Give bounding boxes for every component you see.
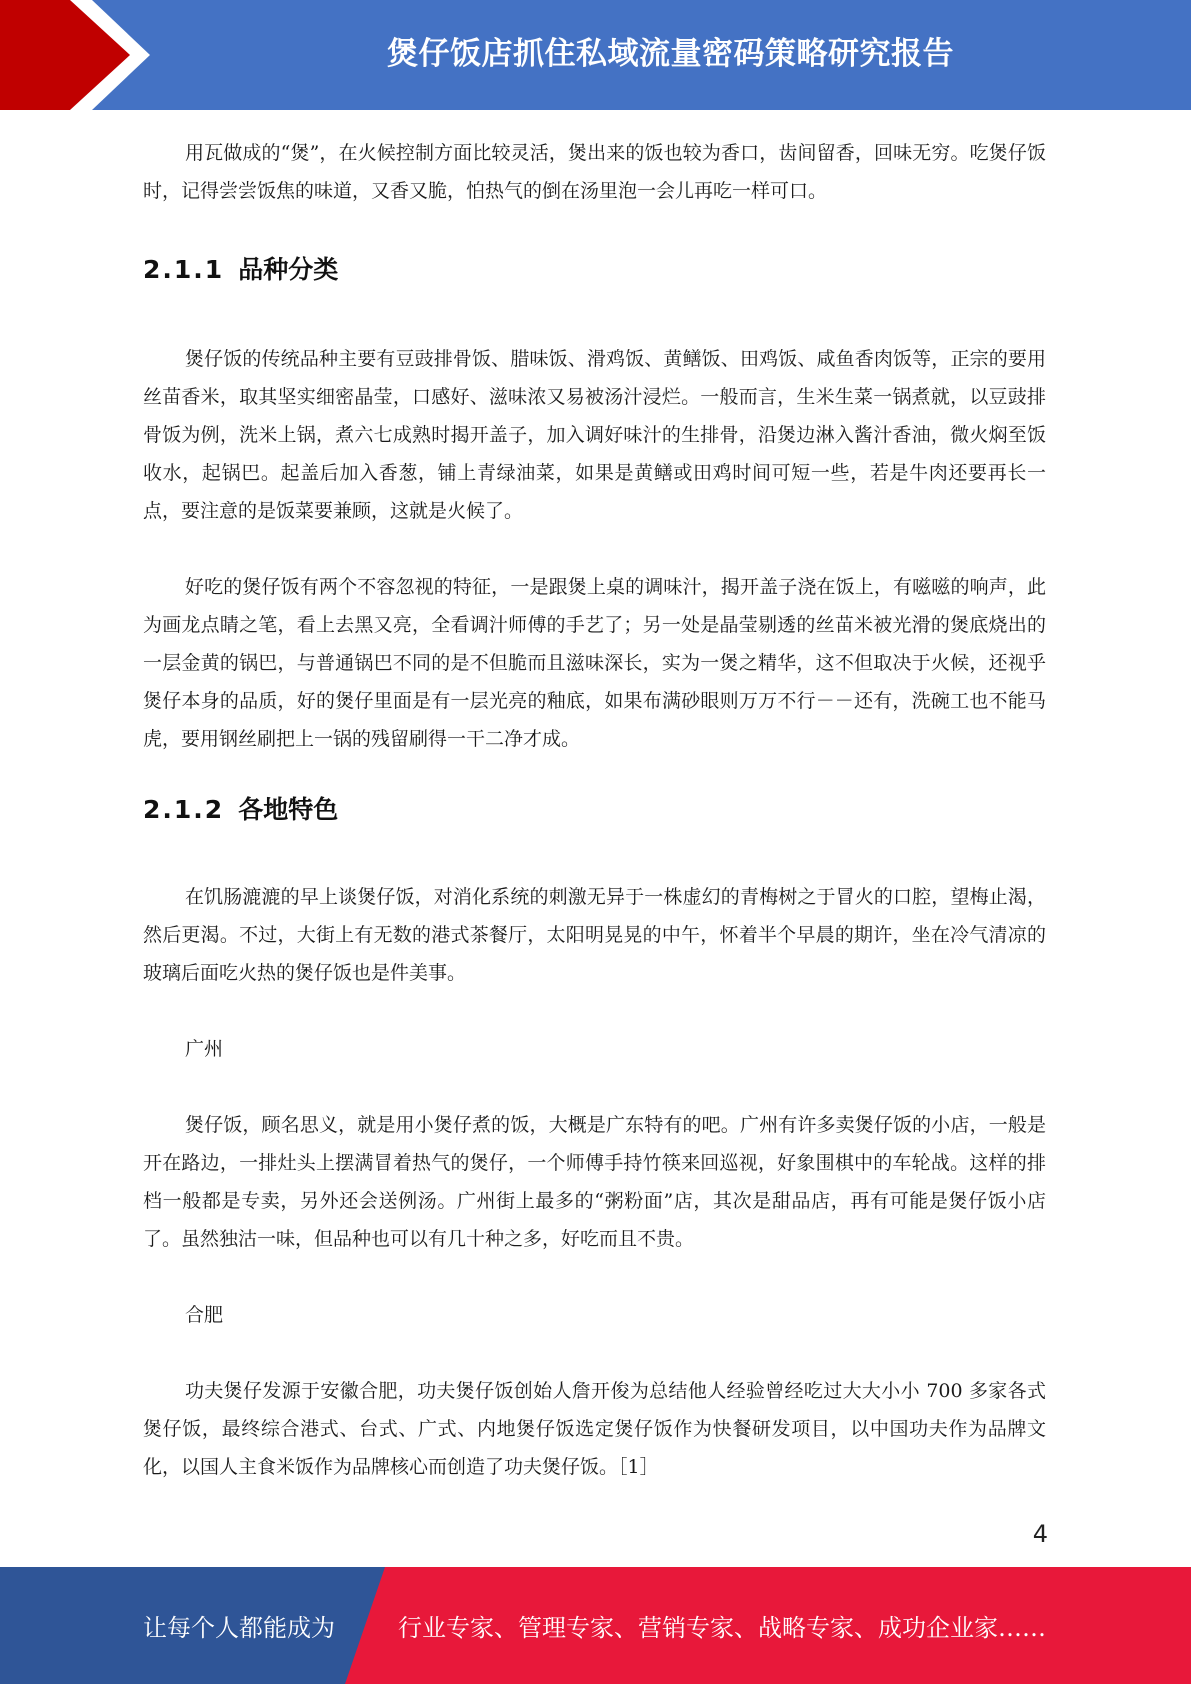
section-heading-2-1-1 [143,250,1046,290]
page-number: 4 [1032,1520,1048,1548]
page-header [0,0,1191,110]
region-label-guangzhou: 广州 [185,1038,224,1060]
body-paragraph: 好吃的煲仔饭有两个不容忽视的特征，一是跟煲上桌的调味汁，揭开盖子浇在饭上，有嗞嗞的响声，此为画龙点睛之笔，看上去黑又亮，全看调汁师傅的手艺了；另一处是晶莹剔透的丝苗米被光滑的煲底烧出的一层金黄的锅巴，与普通锅巴不同的是不但脆而且滋味深长，实为一煲之精华，这不但取决于火候，还视乎煲仔本身的品质，好的煲仔里面是有一层光亮的釉底，如果布满砂眼则万万不行－－还有，洗碗工也不能马虎，要用钢丝刷把上一锅的残留刷得一干二净才成。 [143,576,1046,750]
body-paragraph: 在饥肠漉漉的早上谈煲仔饭，对消化系统的刺激无异于一株虚幻的青梅树之于冒火的口腔，望梅止渴，然后更渴。不过，大街上有无数的港式茶餐厅，太阳明晃晃的中午，怀着半个早晨的期许，坐在冷气清凉的玻璃后面吃火热的煲仔饭也是件美事。 [143,886,1046,984]
section-heading-2-1-2 [143,790,1046,830]
footer-slogan-left: 让每个人都能成为 [143,1614,335,1642]
section-title: 品种分类 [238,255,339,284]
section-number: 2.1.2 [143,795,225,824]
page-footer [0,1567,1191,1684]
body-paragraph: 功夫煲仔发源于安徽合肥，功夫煲仔饭创始人詹开俊为总结他人经验曾经吃过大大小小 700 多家各式煲仔饭，最终综合港式、台式、广式、内地煲仔饭选定煲仔饭作为快餐研发项目，以中国功夫作为品牌文化，以国人主食米饭作为品牌核心而创造了功夫煲仔饭。［1］ [143,1380,1046,1478]
section-title: 各地特色 [238,795,339,824]
body-paragraph: 煲仔饭的传统品种主要有豆豉排骨饭、腊味饭、滑鸡饭、黄鳝饭、田鸡饭、咸鱼香肉饭等，正宗的要用丝苗香米，取其坚实细密晶莹，口感好、滋味浓又易被汤汁浸烂。一般而言，生米生菜一锅煮就，以豆豉排骨饭为例，洗米上锅，煮六七成熟时揭开盖子，加入调好味汁的生排骨，沿煲边淋入酱汁香油，微火焖至饭收水，起锅巴。起盖后加入香葱，铺上青绿油菜，如果是黄鳝或田鸡时间可短一些，若是牛肉还要再长一点，要注意的是饭菜要兼顾，这就是火候了。 [143,348,1046,522]
region-label-hefei: 合肥 [185,1304,224,1326]
document-title: 煲仔饭店抓住私域流量密码策略研究报告 [387,35,954,72]
body-paragraph: 煲仔饭，顾名思义，就是用小煲仔煮的饭，大概是广东特有的吧。广州有许多卖煲仔饭的小店，一般是开在路边，一排灶头上摆满冒着热气的煲仔，一个师傅手持竹筷来回巡视，好象围棋中的车轮战。这样的排档一般都是专卖，另外还会送例汤。广州街上最多的“粥粉面”店，其次是甜品店，再有可能是煲仔饭小店了。虽然独沽一味，但品种也可以有几十种之多，好吃而且不贵。 [143,1114,1046,1250]
section-number: 2.1.1 [143,255,225,284]
intro-paragraph: 用瓦做成的“煲”，在火候控制方面比较灵活，煲出来的饭也较为香口，齿间留香，回味无穷。吃煲仔饭时，记得尝尝饭焦的味道，又香又脆，怕热气的倒在汤里泡一会儿再吃一样可口。 [143,142,1046,202]
footer-slogan-right: 行业专家、管理专家、营销专家、战略专家、成功企业家…… [398,1614,1046,1642]
page-content [143,134,1046,1486]
